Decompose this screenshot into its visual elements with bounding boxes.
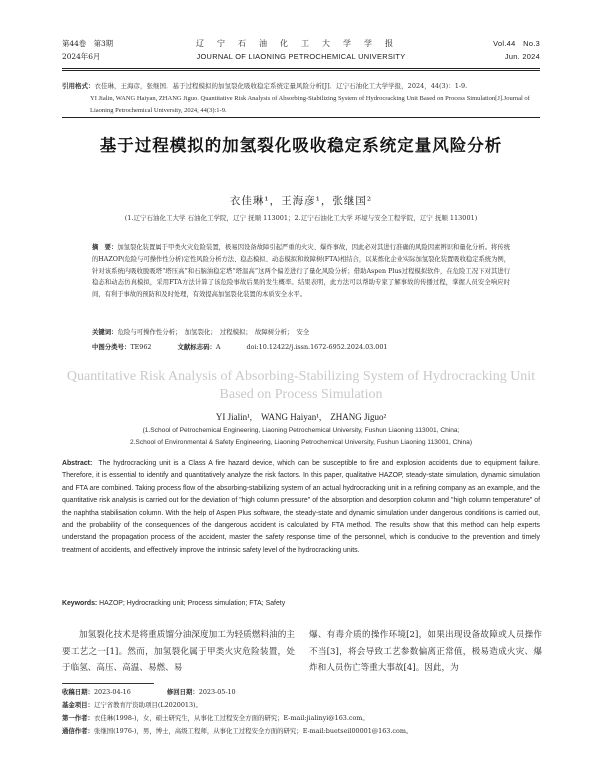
- body-column-left: 加氢裂化技术是将重质馏分油深度加工为轻质燃料油的主要工艺之一[1]。然而，加氢裂化属于甲类火灾危险装置，处于临氢、高压、高温、易燃、易: [62, 630, 295, 673]
- header-vol-issue-en: Vol.44 No.3: [493, 39, 540, 48]
- first-author-label: 第一作者：: [62, 714, 94, 722]
- doi: doi:10.12422/j.issn.1672-6952.2024.03.001: [246, 343, 388, 351]
- header-journal-en: JOURNAL OF LIAONING PETROCHEMICAL UNIVERSITY: [196, 52, 406, 61]
- footnote-first-author: [62, 712, 540, 725]
- keywords-en-text: HAZOP; Hydrocracking unit; Process simulation; FTA; Safety: [99, 600, 286, 607]
- abstract-en-label: Abstract:: [62, 460, 93, 467]
- received-label: 收稿日期：: [62, 688, 94, 696]
- corresponding-author-text: 张继国(1976-)，男，博士，高级工程师，从事化工过程安全方面的研究；E-mail:buetseil00001@163.com。: [93, 727, 413, 735]
- classification-line: [92, 342, 510, 351]
- footnote-dates: [62, 686, 540, 699]
- keywords-cn-label: 关键词：: [92, 328, 118, 336]
- paper-title-cn: 基于过程模拟的加氢裂化吸收稳定系统定量风险分析: [99, 136, 503, 155]
- keywords-en-label: Keywords:: [62, 600, 98, 607]
- header-right: [493, 37, 540, 63]
- abstract-cn-label: 摘 要：: [92, 244, 118, 251]
- header-left: [62, 37, 113, 63]
- received-date: 2023-04-16: [93, 688, 131, 696]
- keywords-cn-text: 危险与可操作性分析； 加氢裂化； 过程模拟； 故障树分析； 安全: [117, 328, 310, 336]
- citation-label: 引用格式：: [62, 82, 95, 90]
- keywords-cn: [92, 327, 510, 336]
- affiliation-en-1: (1.School of Petrochemical Engineering, Liaoning Petrochemical University, Fushun Liaoning 113001, China;: [142, 427, 460, 434]
- citation-cn: 衣佳琳，王海彦，张继国．基于过程模拟的加氢裂化吸收稳定系统定量风险分析[J]．辽宁石油化工大学学报，2024，44(3)：1-9.: [94, 82, 468, 90]
- corresponding-author-label: 通信作者：: [62, 727, 94, 735]
- abstract-en: [62, 458, 540, 557]
- header-date-en: Jun. 2024: [504, 52, 540, 61]
- revised-date: 2023-05-10: [198, 688, 236, 696]
- affiliation-cn: (1.辽宁石油化工大学 石油化工学院，辽宁 抚顺 113001；2.辽宁石油化工大学 环境与安全工程学院，辽宁 抚顺 113001): [124, 214, 478, 222]
- citation-en: YI Jialin, WANG Haiyan, ZHANG Jiguo. Quantitative Risk Analysis of Absorbing-Stabilizing System of Hydrocracking Unit Based on Process Simulation[J].Journal of Liaoning Petrochemical University, 2024, 44(3):1-9.: [90, 94, 530, 114]
- abstract-cn-text: 加氢裂化装置属于甲类火灾危险装置，极易因设备故障引起严重的火灾、爆炸事故，因此必对其进行准确的风险因素辨识和量化分析。将传统的HAZOP(危险与可操作性分析)定性风险分析方法、稳态模拟、动态模拟和故障树(FTA)相结合，以某炼化企业实际加氢裂化装置吸收稳定系统为例，针对该系统内吸收脱吸塔“塔压高”和石脑油稳定塔“塔温高”这两个偏差进行了量化风险分析；借助Aspen Plus过程模拟软件，在危险工况下对其进行稳态和动态仿真模拟，采用FTA方法计算了该危险事故后果的发生概率。结果表明，此方法可以帮助专家了解事故的传播过程，掌握人员安全响应时间，有利于事故的预防和及时处理，有效提高加氢裂化装置的本质安全水平。: [92, 244, 511, 299]
- footnote-rule: [62, 683, 154, 684]
- affiliation-en-2: 2.School of Environmental & Safety Engineering, Liaoning Petrochemical University, Fushun Liaoning 113001, China): [129, 438, 473, 446]
- body-column-right: 爆、有毒介质的操作环境[2]，如果出现设备故障或人员操作不当[3]，将会导致工艺参数偏离正常值，极易造成火灾、爆炸和人员伤亡等重大事故[4]。因此，为: [309, 630, 542, 673]
- header-rule-top: [62, 68, 540, 69]
- fund-label: 基金项目：: [62, 701, 94, 709]
- header-vol-issue-cn: 第44卷 第3期: [62, 39, 114, 48]
- header-center: [132, 37, 470, 63]
- abstract-cn: [92, 242, 510, 301]
- keywords-en: [62, 600, 540, 607]
- revised-label: 修回日期：: [166, 688, 199, 696]
- header-rule-bottom: [62, 70, 540, 71]
- authors-cn: 衣佳琳¹，王海彦¹，张继国²: [229, 195, 373, 207]
- clc-label: 中图分类号：: [92, 343, 131, 351]
- paper-title-en: Quantitative Risk Analysis of Absorbing-Stabilizing System of Hydrocracking Unit Based on Process Simulation: [66, 369, 536, 402]
- doc-code-label: 文献标志码：: [177, 343, 216, 351]
- footnote-corresponding-author: [62, 725, 540, 738]
- header-journal-cn: 辽宁石油化工大学学报: [196, 39, 406, 48]
- citation-rule: [62, 117, 540, 118]
- header-date-cn: 2024年6月: [62, 52, 101, 61]
- authors-en: YI Jialin¹, WANG Haiyan¹, ZHANG Jiguo²: [215, 412, 387, 422]
- doc-code-value: A: [215, 343, 221, 351]
- affiliation-en: [62, 425, 540, 448]
- citation-block: [62, 80, 540, 118]
- clc-value: TE962: [130, 343, 152, 351]
- footnote-fund: [62, 699, 540, 712]
- fund-text: 辽宁省教育厅资助项目(L2020013)。: [93, 701, 202, 709]
- first-author-text: 衣佳琳(1998-)，女，硕士研究生，从事化工过程安全方面的研究；E-mail:jialinyi@163.com。: [93, 714, 369, 722]
- abstract-en-text: The hydrocracking unit is a Class A fire hazard device, which can be susceptible to fire and explosion accidents due to equipment failure. Therefore, it is essential to identify and quantitatively analyze the risk factors. In this paper, qualitative HAZOP, steady-state simulation, dynamic simulation and FTA are combined. Taking process flow of the absorbing-stabilizing system of an actual hydrocracking unit in a refining company as an example, and the quantitative risk analysis is carried out for the deviation of "high column pressure" of the absorption and desorption column and "high column temperature" of the naphtha stabilisation column. With the help of Aspen Plus software, the steady-state and dynamic simulation under dangerous conditions is carried out, and the probability of the consequences of the dangerous accident is calculated by FTA method. The results show that this method can help experts understand the propagation process of the accident, master the safety response time of the personnel, which is conducive to the prevention and timely treatment of accidents, and effectively improve the intrinsic safety level of the hydrocracking units.: [62, 460, 540, 554]
- running-header: [62, 37, 540, 65]
